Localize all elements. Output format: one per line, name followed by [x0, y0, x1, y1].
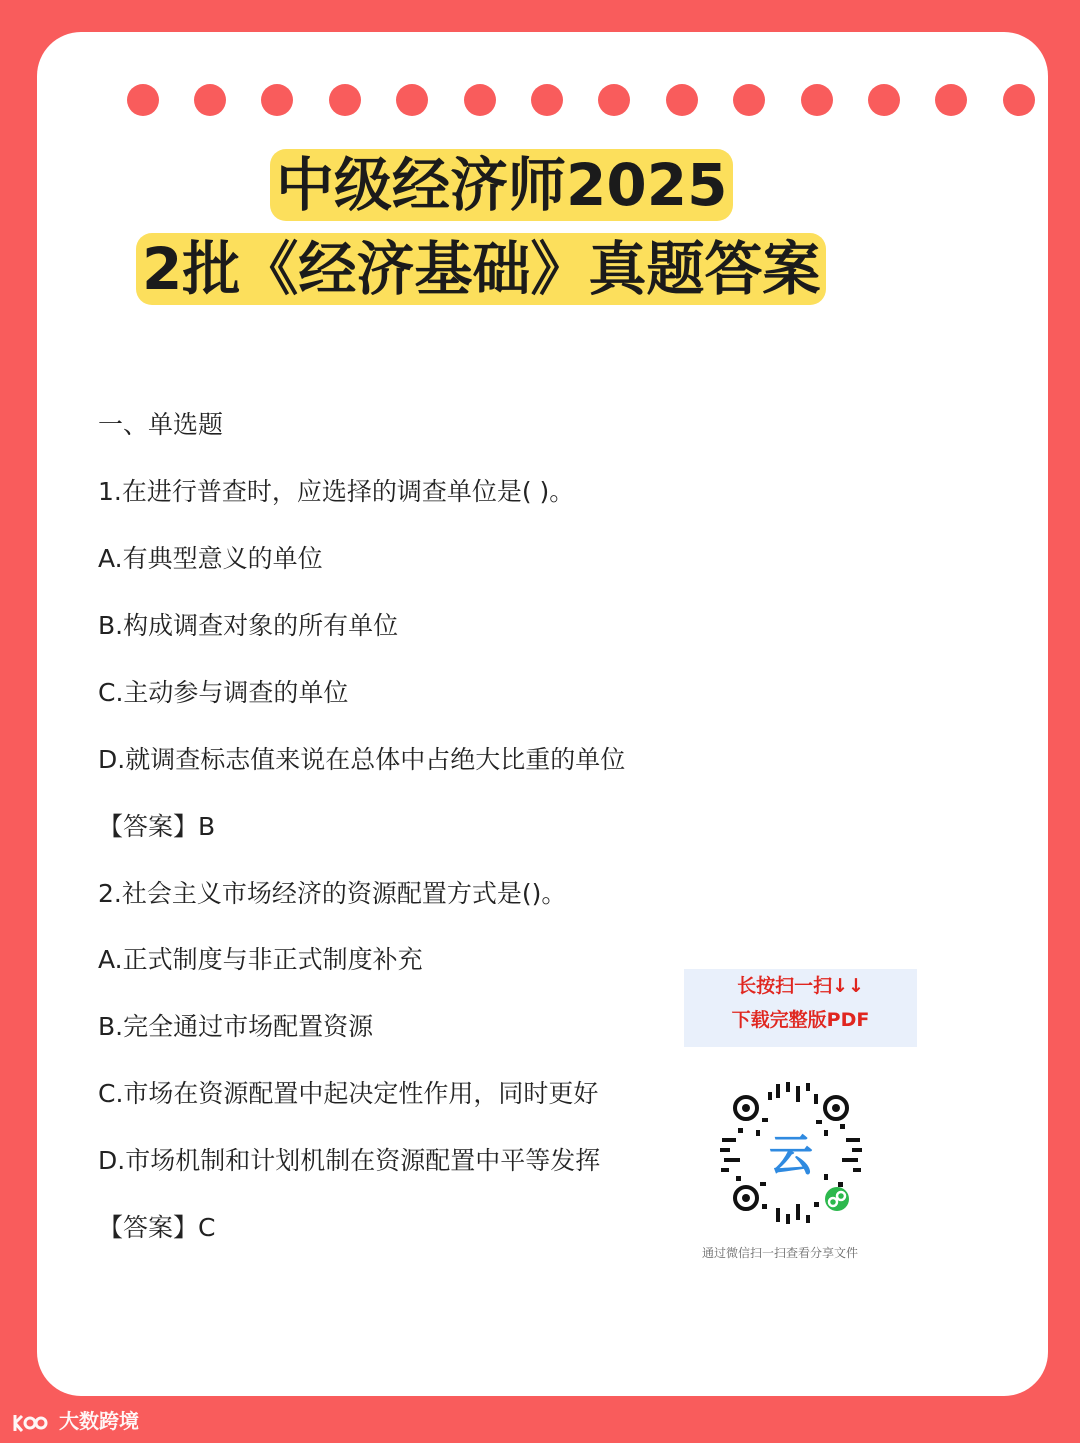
binder-hole — [868, 84, 900, 116]
question-2-option-c: C.市场在资源配置中起决定性作用，同时更好 — [98, 1079, 599, 1108]
question-2-stem: 2.社会主义市场经济的资源配置方式是()。 — [98, 879, 567, 908]
watermark-logo-icon — [12, 1412, 48, 1434]
question-2-answer: 【答案】C — [98, 1213, 216, 1242]
binder-hole — [733, 84, 765, 116]
question-2-option-d: D.市场机制和计划机制在资源配置中平等发挥 — [98, 1146, 601, 1175]
title-highlight: 中级经济师2025 — [270, 149, 733, 221]
binder-hole — [464, 84, 496, 116]
binder-hole — [329, 84, 361, 116]
watermark-text: 大数跨境 — [58, 1409, 139, 1433]
binder-hole — [531, 84, 563, 116]
binder-hole — [194, 84, 226, 116]
question-1-option-d: D.就调查标志值来说在总体中占绝大比重的单位 — [98, 745, 626, 774]
section-heading: 一、单选题 — [98, 410, 224, 439]
binder-hole — [801, 84, 833, 116]
question-1-stem: 1.在进行普查时，应选择的调查单位是( )。 — [98, 477, 575, 506]
question-1-option-c: C.主动参与调查的单位 — [98, 678, 349, 707]
binder-hole — [127, 84, 159, 116]
question-1-option-b: B.构成调查对象的所有单位 — [98, 611, 399, 640]
binder-hole — [261, 84, 293, 116]
svg-text:云: 云 — [769, 1130, 813, 1181]
download-prompt — [684, 969, 917, 1047]
binder-hole — [598, 84, 630, 116]
question-2-option-a: A.正式制度与非正式制度补充 — [98, 945, 423, 974]
question-2-option-b: B.完全通过市场配置资源 — [98, 1012, 374, 1041]
qr-caption: 通过微信扫一扫查看分享文件 — [702, 1246, 859, 1260]
binder-hole — [666, 84, 698, 116]
page-title-line-2 — [136, 236, 826, 302]
qr-code-icon[interactable] — [716, 1078, 866, 1228]
download-prompt-line-2: 下载完整版PDF — [731, 1009, 870, 1031]
binder-holes — [127, 84, 1037, 120]
download-prompt-line-1: 长按扫一扫↓↓ — [737, 975, 864, 997]
title-highlight: 2批《经济基础》真题答案 — [136, 233, 826, 305]
page-title-line-1 — [270, 152, 733, 218]
binder-hole — [935, 84, 967, 116]
question-1-answer: 【答案】B — [98, 812, 216, 841]
question-1-option-a: A.有典型意义的单位 — [98, 544, 323, 573]
binder-hole — [1003, 84, 1035, 116]
watermark — [12, 1405, 139, 1434]
binder-hole — [396, 84, 428, 116]
